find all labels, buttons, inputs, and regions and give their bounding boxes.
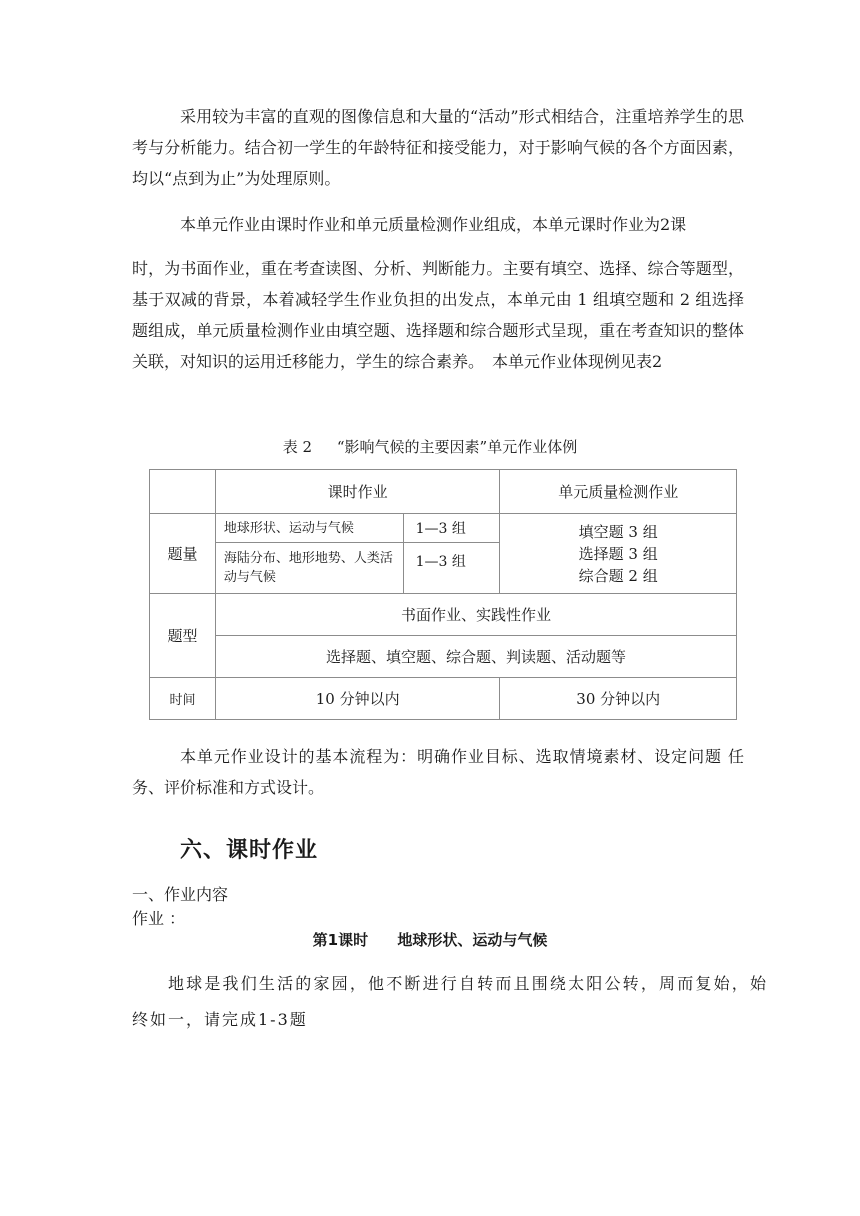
unit-amount-cell <box>500 514 737 594</box>
table-title: “影响气候的主要因素”单元作业体例 <box>336 438 578 456</box>
unit-amount-fill: 填空题 3 组 <box>578 522 658 541</box>
paragraph-unit-composition-first-line: 本单元作业由课时作业和单元质量检测作业组成，本单元课时作业为2课 <box>180 215 687 234</box>
section-heading: 六、课时作业 <box>180 838 319 863</box>
amount-count-1: 1—3 组 <box>403 514 500 543</box>
lesson-title <box>0 929 860 950</box>
amount-topic-1: 地球形状、运动与气候 <box>215 514 403 543</box>
sub-item-content: 一、作业内容 <box>132 885 229 904</box>
lesson-number: 第1课时 <box>312 931 369 949</box>
type-questions: 选择题、填空题、综合题、判读题、活动题等 <box>215 636 736 678</box>
table-row <box>150 594 737 636</box>
row-label-amount: 题量 <box>150 514 216 594</box>
paragraph-process: 本单元作业设计的基本流程为：明确作业目标、选取情境素材、设定问题 任务、评价标准和方式设计。 <box>132 747 744 797</box>
table-header-row <box>150 470 737 514</box>
table-number: 表 2 <box>282 438 313 456</box>
amount-count-2: 1—3 组 <box>403 543 500 594</box>
time-unit: 30 分钟以内 <box>500 678 737 720</box>
sub-item-homework: 作业 ： <box>132 909 186 928</box>
unit-amount-comprehensive: 综合题 2 组 <box>578 566 658 585</box>
table-caption <box>0 436 860 457</box>
row-label-time: 时间 <box>150 678 216 720</box>
lesson-name: 地球形状、运动与气候 <box>397 931 548 949</box>
table-row <box>150 636 737 678</box>
paragraph-intro: 采用较为丰富的直观的图像信息和大量的“活动”形式相结合，注重培养学生的思考与分析能力。结合初一学生的年龄特征和接受能力，对于影响气候的各个方面因素，均以“点到为止”为处理原则。 <box>132 107 744 188</box>
amount-topic-2: 海陆分布、地形地势、人类活动与气候 <box>215 543 403 594</box>
unit-amount-choice: 选择题 3 组 <box>578 544 658 563</box>
table-corner-cell <box>150 470 216 514</box>
paragraph-unit-composition: 时，为书面作业，重在考查读图、分析、判断能力。主要有填空、选择、综合等题型，基于双减的背景，本着减轻学生作业负担的出发点，本单元由 1 组填空题和 2 组选择题组成，单元质量检测作业由填空题、选择题和综合题形式呈现，重在考查知识的整体关联，对知识的运用迁移能力，学生的综合素养。 本单元作业体现例见表2 <box>132 259 744 371</box>
table-row <box>150 514 737 543</box>
table-row <box>150 678 737 720</box>
row-label-type: 题型 <box>150 594 216 678</box>
type-forms: 书面作业、实践性作业 <box>215 594 736 636</box>
homework-structure-table <box>149 469 737 720</box>
header-unit: 单元质量检测作业 <box>500 470 737 514</box>
lesson-intro-text: 地球是我们生活的家园，他不断进行自转而且围绕太阳公转，周而复始，始终如一，请完成1-3题 <box>132 974 768 1029</box>
time-lesson: 10 分钟以内 <box>215 678 500 720</box>
header-lesson: 课时作业 <box>215 470 500 514</box>
